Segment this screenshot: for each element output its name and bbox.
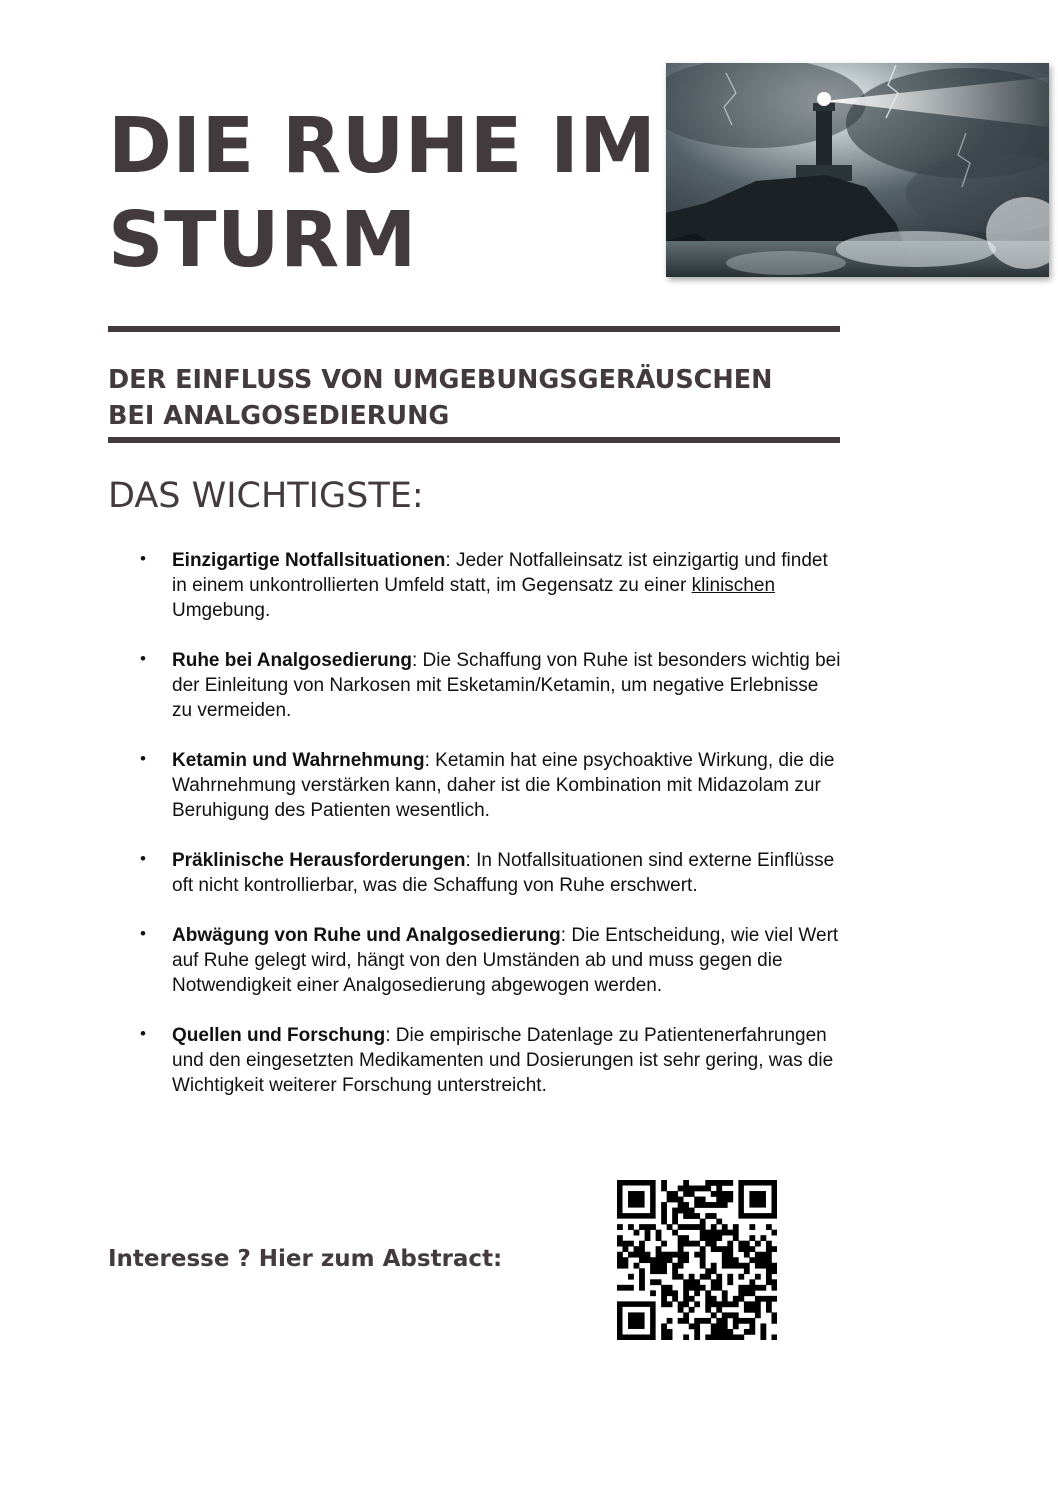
bullet-icon: • bbox=[140, 924, 146, 943]
bullet-icon: • bbox=[140, 1024, 146, 1043]
point-text: : Die Entscheidung, wie viel Wert auf Ruhe gelegt wird, hängt von den Umständen ab und muss gegen die Notwendigkeit einer Analgosedierung abgewogen werden. bbox=[172, 925, 839, 996]
list-item bbox=[140, 548, 842, 623]
list-item bbox=[140, 648, 842, 723]
point-text: : Ketamin hat eine psychoaktive Wirkung, die die Wahrnehmung verstärken kann, daher ist die Kombination mit Midazolam zur Beruhigung des Patienten wesentlich. bbox=[172, 750, 835, 821]
point-term: Abwägung von Ruhe und Analgosedierung bbox=[172, 925, 561, 946]
list-item bbox=[140, 1023, 842, 1098]
subtitle-line-1: DER EINFLUSS VON UMGEBUNGSGERÄUSCHEN bbox=[108, 365, 773, 395]
poster-subtitle bbox=[108, 362, 848, 434]
underlined-word: klinischen bbox=[691, 575, 776, 596]
point-term: Einzigartige Notfallsituationen bbox=[172, 550, 446, 571]
abstract-cta: Interesse ? Hier zum Abstract: bbox=[108, 1246, 503, 1272]
list-item bbox=[140, 848, 842, 898]
bullet-icon: • bbox=[140, 549, 146, 568]
lighthouse-storm-image bbox=[666, 63, 1049, 277]
list-item bbox=[140, 748, 842, 823]
qr-code-graphic bbox=[617, 1180, 777, 1340]
bottom-divider bbox=[108, 437, 840, 443]
point-term: Präklinische Herausforderungen bbox=[172, 850, 466, 871]
point-term: Ketamin und Wahrnehmung bbox=[172, 750, 425, 771]
title-line-1: DIE RUHE IM bbox=[108, 102, 657, 191]
key-points-list bbox=[140, 548, 842, 1123]
point-text-end: Umgebung. bbox=[172, 600, 271, 621]
point-term: Quellen und Forschung bbox=[172, 1025, 386, 1046]
bullet-icon: • bbox=[140, 849, 146, 868]
subtitle-line-2: BEI ANALGOSEDIERUNG bbox=[108, 401, 450, 431]
point-text: : Die Schaffung von Ruhe ist besonders wichtig bei der Einleitung von Narkosen mit Esketamin/Ketamin, um negative Erlebnisse zu vermeiden. bbox=[172, 650, 841, 721]
title-line-2: STURM bbox=[108, 196, 417, 285]
point-term: Ruhe bei Analgosedierung bbox=[172, 650, 412, 671]
bullet-icon: • bbox=[140, 749, 146, 768]
bullet-icon: • bbox=[140, 649, 146, 668]
point-text: : Die empirische Datenlage zu Patientenerfahrungen und den eingesetzten Medikamenten und Dosierungen ist sehr gering, was die Wichtigkeit weiterer Forschung unterstreicht. bbox=[172, 1025, 834, 1096]
section-heading: DAS WICHTIGSTE: bbox=[108, 476, 424, 516]
list-item bbox=[140, 923, 842, 998]
lighthouse-illustration bbox=[666, 63, 1049, 277]
top-divider bbox=[108, 326, 840, 332]
point-text: : In Notfallsituationen sind externe Einflüsse oft nicht kontrollierbar, was die Schaffung von Ruhe erschwert. bbox=[172, 850, 835, 896]
qr-code-icon[interactable] bbox=[617, 1180, 777, 1340]
poster-title bbox=[108, 100, 657, 288]
point-text: : Jeder Notfalleinsatz ist einzigartig und findet in einem unkontrollierten Umfeld statt, im Gegensatz zu einer bbox=[172, 550, 828, 596]
